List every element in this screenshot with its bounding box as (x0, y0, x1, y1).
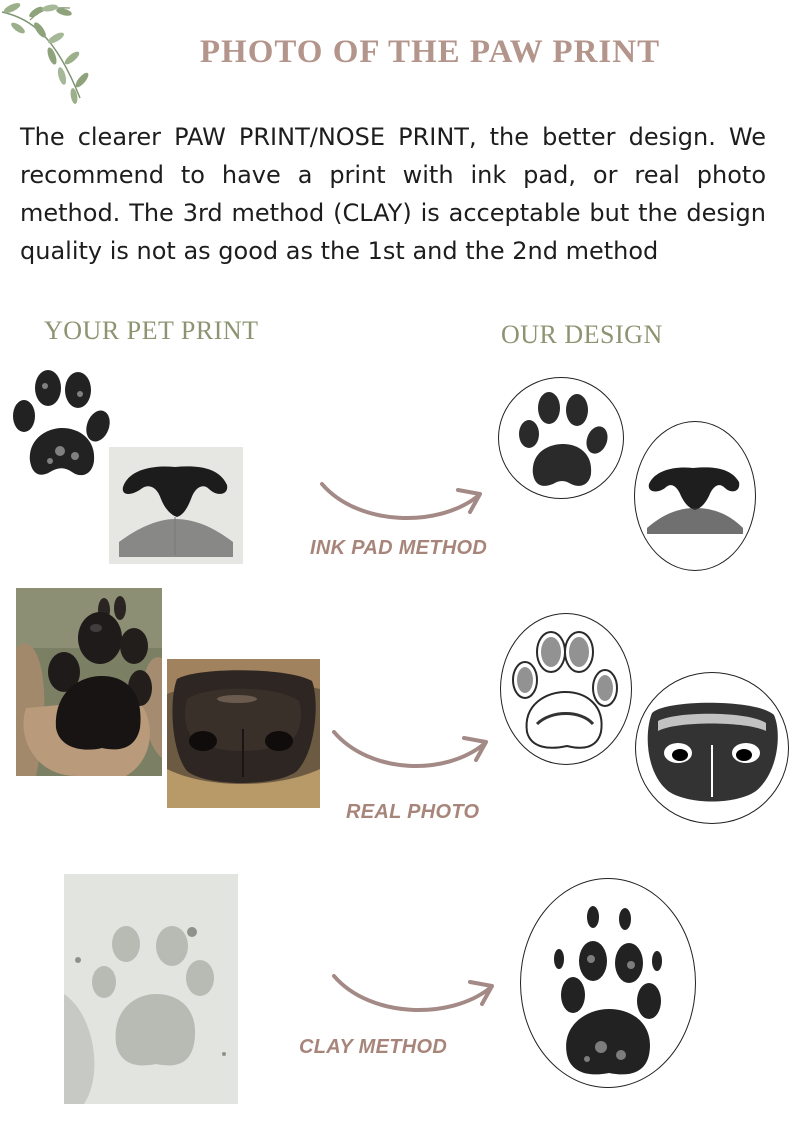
ink-paw-design-oval (498, 377, 624, 499)
intro-paragraph: The clearer PAW PRINT/NOSE PRINT, the better design. We recommend to have a print with ink pad, or real photo method. The 3rd method (CLAY) is acceptable but the design quality is not as good as the 1st and the 2nd method (20, 123, 766, 265)
clay-print-photo-image (64, 874, 238, 1104)
real-photo-arrow-icon (330, 726, 494, 778)
our-design-heading: OUR DESIGN (501, 320, 663, 349)
page-title: PHOTO OF THE PAW PRINT (199, 34, 661, 70)
ink-nose-print-image (109, 447, 243, 564)
real-photo-label: REAL PHOTO (346, 801, 480, 823)
ink-pad-method-label: INK PAD METHOD (310, 537, 488, 559)
real-paw-design-oval (500, 613, 632, 765)
clay-method-label: CLAY METHOD (299, 1036, 448, 1058)
your-pet-print-heading: YOUR PET PRINT (44, 316, 259, 345)
ink-nose-design-oval (634, 421, 756, 571)
real-paw-photo-image (16, 588, 162, 776)
real-nose-photo-image (167, 659, 320, 808)
leaf-sprig-icon (0, 0, 100, 105)
clay-paw-design-oval (520, 878, 696, 1088)
ink-pad-arrow-icon (318, 478, 488, 530)
real-nose-design-oval (635, 672, 789, 824)
clay-arrow-icon (330, 970, 500, 1022)
ink-paw-print-image (10, 366, 110, 481)
